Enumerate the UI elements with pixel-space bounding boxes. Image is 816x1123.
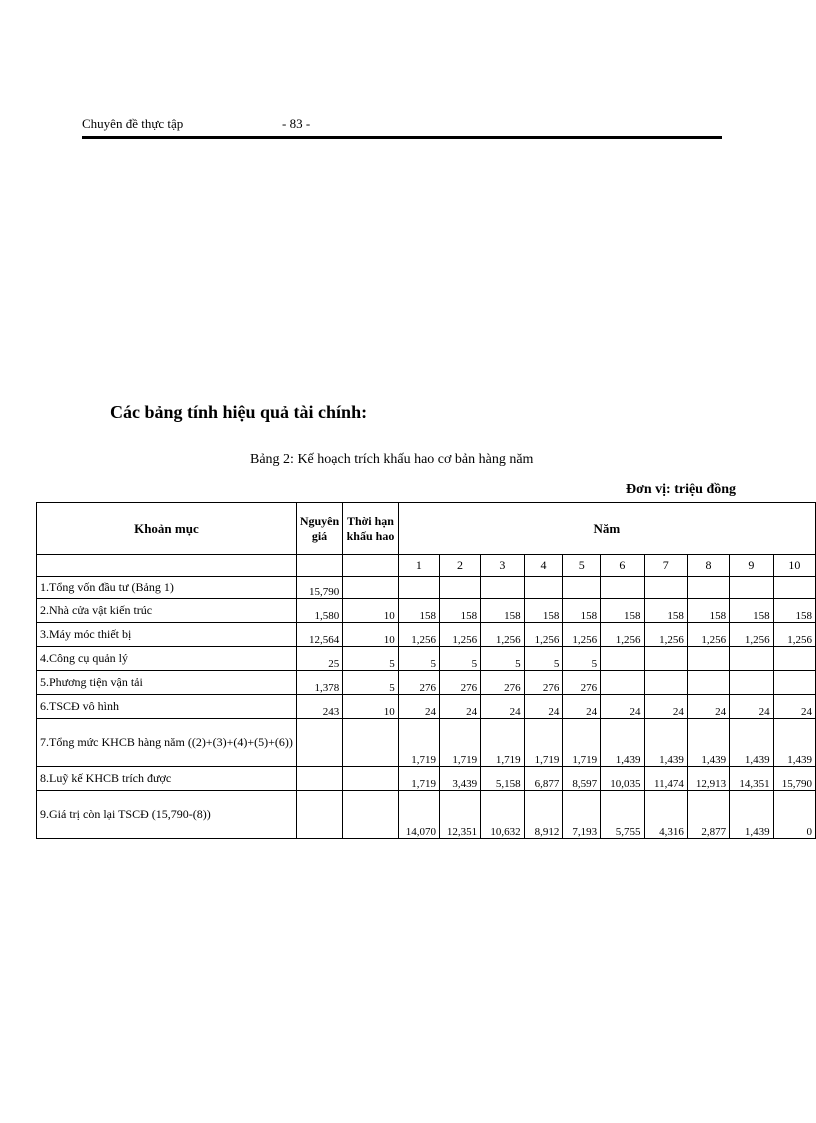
value-cell (601, 671, 644, 695)
value-cell (730, 647, 773, 671)
year-row-blank (343, 555, 399, 577)
cost-cell (296, 791, 342, 839)
value-cell: 24 (524, 695, 563, 719)
value-cell: 1,256 (524, 623, 563, 647)
value-cell: 1,719 (524, 719, 563, 767)
term-cell (343, 791, 399, 839)
value-cell (687, 671, 729, 695)
table-title: Bảng 2: Kế hoạch trích khấu hao cơ bản hàng năm (250, 452, 534, 467)
value-cell: 24 (398, 695, 439, 719)
value-cell: 5,158 (481, 767, 524, 791)
table-row (37, 695, 816, 719)
value-cell: 24 (481, 695, 524, 719)
value-cell (773, 577, 815, 599)
value-cell: 8,912 (524, 791, 563, 839)
term-cell (343, 719, 399, 767)
value-cell: 3,439 (439, 767, 480, 791)
value-cell (644, 647, 687, 671)
table-row (37, 767, 816, 791)
row-label: 9.Giá trị còn lại TSCĐ (15,790-(8)) (37, 791, 297, 839)
value-cell: 1,439 (730, 791, 773, 839)
value-cell: 12,913 (687, 767, 729, 791)
value-cell: 276 (398, 671, 439, 695)
value-cell (687, 577, 729, 599)
value-cell: 1,719 (398, 767, 439, 791)
year-header-cell: 5 (563, 555, 601, 577)
table-unit: Đơn vị: triệu đồng (626, 482, 737, 497)
value-cell: 276 (524, 671, 563, 695)
value-cell (773, 671, 815, 695)
value-cell: 1,256 (773, 623, 815, 647)
section-title: Các bảng tính hiệu quả tài chính: (110, 402, 368, 422)
value-cell: 5 (563, 647, 601, 671)
cost-cell: 12,564 (296, 623, 342, 647)
value-cell (601, 577, 644, 599)
value-cell: 276 (481, 671, 524, 695)
value-cell: 8,597 (563, 767, 601, 791)
value-cell (398, 577, 439, 599)
value-cell: 7,193 (563, 791, 601, 839)
page-number: - 83 - (282, 116, 311, 131)
value-cell: 158 (601, 599, 644, 623)
year-header-cell: 8 (687, 555, 729, 577)
value-cell: 2,877 (687, 791, 729, 839)
value-cell: 158 (439, 599, 480, 623)
year-row-blank (296, 555, 342, 577)
value-cell: 1,439 (773, 719, 815, 767)
value-cell (730, 671, 773, 695)
value-cell: 1,439 (601, 719, 644, 767)
value-cell: 158 (687, 599, 729, 623)
value-cell: 1,256 (644, 623, 687, 647)
year-header-cell: 2 (439, 555, 480, 577)
table-body (37, 577, 816, 839)
value-cell: 158 (730, 599, 773, 623)
value-cell: 24 (687, 695, 729, 719)
value-cell: 0 (773, 791, 815, 839)
value-cell: 1,719 (481, 719, 524, 767)
cost-cell (296, 719, 342, 767)
col-header-cost: Nguyên giá (296, 503, 342, 555)
value-cell: 12,351 (439, 791, 480, 839)
value-cell (601, 647, 644, 671)
value-cell (439, 577, 480, 599)
value-cell (481, 577, 524, 599)
value-cell: 158 (563, 599, 601, 623)
value-cell: 1,256 (601, 623, 644, 647)
value-cell: 1,439 (730, 719, 773, 767)
value-cell: 276 (439, 671, 480, 695)
row-label: 4.Công cụ quản lý (37, 647, 297, 671)
value-cell: 1,256 (439, 623, 480, 647)
value-cell: 6,877 (524, 767, 563, 791)
value-cell (730, 577, 773, 599)
table-row (37, 623, 816, 647)
table-row (37, 671, 816, 695)
table-row (37, 647, 816, 671)
col-header-item: Khoản mục (37, 503, 297, 555)
year-header-cell: 6 (601, 555, 644, 577)
value-cell (524, 577, 563, 599)
value-cell: 24 (563, 695, 601, 719)
table-row (37, 791, 816, 839)
value-cell: 24 (439, 695, 480, 719)
value-cell (773, 647, 815, 671)
term-cell: 10 (343, 695, 399, 719)
value-cell (563, 577, 601, 599)
row-label: 1.Tổng vốn đầu tư (Bảng 1) (37, 577, 297, 599)
table-header-row (37, 503, 816, 555)
value-cell: 5 (524, 647, 563, 671)
value-cell: 276 (563, 671, 601, 695)
value-cell: 1,439 (644, 719, 687, 767)
table-row (37, 577, 816, 599)
value-cell: 14,351 (730, 767, 773, 791)
depreciation-table (36, 502, 816, 839)
cost-cell: 1,580 (296, 599, 342, 623)
value-cell: 24 (730, 695, 773, 719)
year-header-cell: 4 (524, 555, 563, 577)
value-cell: 1,256 (687, 623, 729, 647)
table-row (37, 599, 816, 623)
value-cell: 5 (439, 647, 480, 671)
value-cell: 4,316 (644, 791, 687, 839)
value-cell: 10,632 (481, 791, 524, 839)
table-row (37, 719, 816, 767)
year-header-cell: 9 (730, 555, 773, 577)
term-cell: 5 (343, 671, 399, 695)
value-cell: 158 (398, 599, 439, 623)
row-label: 5.Phương tiện vận tải (37, 671, 297, 695)
term-cell: 10 (343, 623, 399, 647)
value-cell: 1,256 (398, 623, 439, 647)
value-cell: 1,719 (439, 719, 480, 767)
value-cell: 10,035 (601, 767, 644, 791)
value-cell: 24 (773, 695, 815, 719)
value-cell: 1,256 (563, 623, 601, 647)
value-cell: 14,070 (398, 791, 439, 839)
year-header-cell: 1 (398, 555, 439, 577)
value-cell: 158 (773, 599, 815, 623)
value-cell: 11,474 (644, 767, 687, 791)
value-cell: 1,719 (563, 719, 601, 767)
value-cell: 24 (601, 695, 644, 719)
col-header-year: Năm (398, 503, 815, 555)
row-label: 2.Nhà cửa vật kiến trúc (37, 599, 297, 623)
term-cell: 10 (343, 599, 399, 623)
value-cell: 5,755 (601, 791, 644, 839)
value-cell: 1,256 (481, 623, 524, 647)
cost-cell: 1,378 (296, 671, 342, 695)
value-cell: 1,439 (687, 719, 729, 767)
year-header-cell: 7 (644, 555, 687, 577)
row-label: 8.Luỹ kế KHCB trích được (37, 767, 297, 791)
term-cell (343, 577, 399, 599)
value-cell (644, 577, 687, 599)
year-row-blank (37, 555, 297, 577)
value-cell: 24 (644, 695, 687, 719)
value-cell: 15,790 (773, 767, 815, 791)
cost-cell: 25 (296, 647, 342, 671)
row-label: 6.TSCĐ vô hình (37, 695, 297, 719)
value-cell: 158 (644, 599, 687, 623)
value-cell: 5 (481, 647, 524, 671)
value-cell (644, 671, 687, 695)
value-cell: 1,256 (730, 623, 773, 647)
value-cell: 5 (398, 647, 439, 671)
page-header (82, 112, 722, 139)
row-label: 7.Tổng mức KHCB hàng năm ((2)+(3)+(4)+(5)+(6)) (37, 719, 297, 767)
col-header-term: Thời hạn khấu hao (343, 503, 399, 555)
year-row (37, 555, 816, 577)
header-title: Chuyên đề thực tập (82, 116, 184, 131)
cost-cell: 15,790 (296, 577, 342, 599)
year-header-cell: 3 (481, 555, 524, 577)
row-label: 3.Máy móc thiết bị (37, 623, 297, 647)
value-cell: 158 (481, 599, 524, 623)
term-cell (343, 767, 399, 791)
cost-cell: 243 (296, 695, 342, 719)
year-header-cell: 10 (773, 555, 815, 577)
value-cell: 1,719 (398, 719, 439, 767)
value-cell (687, 647, 729, 671)
value-cell: 158 (524, 599, 563, 623)
cost-cell (296, 767, 342, 791)
term-cell: 5 (343, 647, 399, 671)
